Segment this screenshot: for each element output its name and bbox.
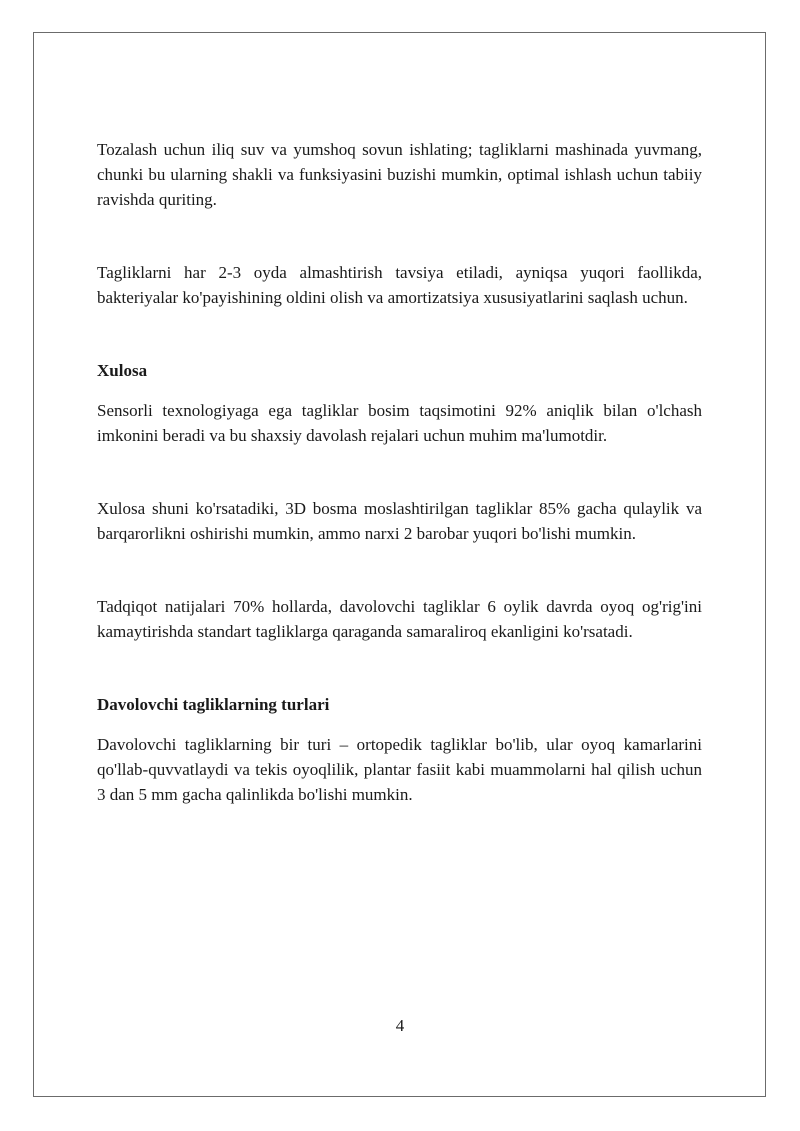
paragraph-replacement: Tagliklarni har 2-3 oyda almashtirish tavsiya etiladi, ayniqsa yuqori faollikda, bakteriyalar ko'payishining oldini olish va amortizatsiya xususiyatlarini saqlash uchun.	[97, 263, 702, 307]
paragraph-conclusion-3d: Xulosa shuni ko'rsatadiki, 3D bosma moslashtirilgan tagliklar 85% gacha qulaylik va barqarorlikni oshirishi mumkin, ammo narxi 2 barobar yuqori bo'lishi mumkin.	[97, 499, 702, 543]
heading-conclusion: Xulosa	[97, 361, 148, 380]
paragraph-conclusion-research: Tadqiqot natijalari 70% hollarda, davolovchi tagliklar 6 oylik davrda oyoq og'rig'ini kamaytirishda standart tagliklarga qaraganda samaraliroq ekanligini ko'rsatadi.	[97, 597, 702, 641]
heading-types: Davolovchi tagliklarning turlari	[97, 695, 330, 714]
page-number: 4	[395, 1016, 405, 1035]
page-content	[97, 137, 702, 807]
paragraph-cleaning: Tozalash uchun iliq suv va yumshoq sovun ishlating; tagliklarni mashinada yuvmang, chunki bu ularning shakli va funksiyasini buzishi mumkin, optimal ishlash uchun tabiiy ravishda quriting.	[97, 140, 702, 209]
paragraph-conclusion-sensor: Sensorli texnologiyaga ega tagliklar bosim taqsimotini 92% aniqlik bilan o'lchash imkonini beradi va bu shaxsiy davolash rejalari uchun muhim ma'lumotdir.	[97, 401, 702, 445]
paragraph-types-orthopedic: Davolovchi tagliklarning bir turi – ortopedik tagliklar bo'lib, ular oyoq kamarlarini qo'llab-quvvatlaydi va tekis oyoqlilik, plantar fasiit kabi muammolarni hal qilish uchun 3 dan 5 mm gacha qalinlikda bo'lishi mumkin.	[97, 735, 702, 804]
